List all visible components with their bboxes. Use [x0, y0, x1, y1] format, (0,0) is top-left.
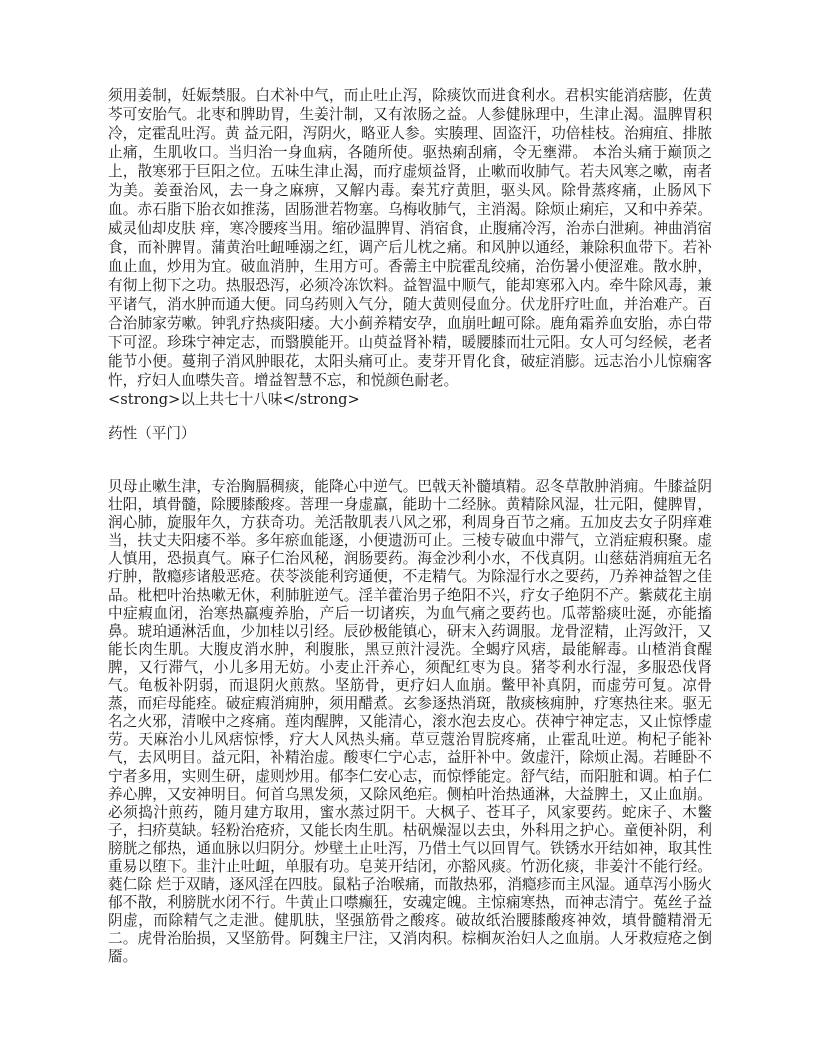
paragraph-herbal-properties-part-1: 须用姜制，妊娠禁服。白术补中气，而止吐止泻，除痰饮而进食利水。君枳实能消痞膨，佐黄芩可安胎气。北枣和脾助胃，生姜汁制，又有浓肠之益。人参健脉理中，生津止渴。温脾胃积冷，定霍乱吐泻。黄 益元阳，泻阴火，略亚人参。实腠理、固盗汗，功倍桂枝。治痈疽、排脓止痛，生肌收口。当归治一身血病，各随所使。驱热痢刮痛，令无壅滞。 本治头痛于巅顶之上，散寒邪于巨阳之位。五味生津止渴，而疗虚烦益肾，止嗽而收肺气。若夫风寒之嗽，南者为美。姜蚕治风，去一身之麻痹，又解内毒。秦艽疗黄胆，驱头风。除骨蒸疼痛，止肠风下血。赤石脂下胎衣如推荡，固肠泄若物塞。乌梅收肺气，主消渴。除烦止痢疟，又和中养荣。威灵仙却皮肤 痒，寒冷腰疼当用。缩砂温脾胃、消宿食，止腹痛冷泻，治赤白泄痢。神曲消宿食，而补脾胃。蒲黄治吐衄唾溺之红，调产后儿枕之痛。和风肿以通经，兼除积血带下。若补血止血，炒用为宜。破血消肿，生用方可。香薷主中脘霍乱绞痛，治伤暑小便涩难。散水肿，有彻上彻下之功。热服恐泻，必须冷冻饮料。益智温中顺气，能却寒邪入内。牵牛除风毒，兼平诸气，消水肿而通大便。同乌药则入气分，随大黄则侵血分。伏龙肝疗吐血，并治难产。百合治肺家劳嗽。钟乳疗热痰阳痿。大小蓟养精安孕，血崩吐衄可除。鹿角霜养血安胎，赤白带下可涩。珍珠宁神定志，而翳膜能开。山萸益肾补精，暖腰膝而壮元阳。女人可匀经候，老者能节小便。蔓荆子消风肿眼花，太阳头痛可止。麦芽开胃化食，破症消膨。远志治小儿惊痫客忤，疗妇人血噤失音。增益智慧不忘，和悦颜色耐老。	[108, 87, 712, 389]
paragraph-herbal-properties-ping-men: 贝母止嗽生津，专治胸膈稠痰，能降心中逆气。巴戟天补髓填精。忍冬草散肿消痈。牛膝益阴壮阳，填骨髓，除腰膝酸疼。菩理一身虚羸，能助十二经脉。黄精除风湿，壮元阳，健脾胃，润心肺，旋服年久，方获奇功。羌活散肌表八风之邪，利周身百节之痛。五加皮去女子阴痒难当，扶丈夫阳痿不举。多年瘀血能逐，小便遗沥可止。三棱专破血中滞气，立消症瘕积聚。虚人慎用，恐损真气。麻子仁治风秘，润肠要药。海金沙利小水，不伐真阴。山慈菇消痈疽无名疔肿，散瘾疹诸般恶疮。茯苓淡能利窍通便，不走精气。为除湿行水之要药，乃养神益智之佳品。枇杷叶治热嗽无休，利肺脏逆气。淫羊藿治男子绝阳不兴，疗女子绝阴不产。紫葳花主崩中症瘕血闭，治寒热羸瘦养胎，产后一切诸疾，为血气痛之要药也。瓜蒂豁痰吐涎，亦能搐鼻。琥珀通淋活血，少加桂以引经。辰砂极能镇心，研末入药调服。龙骨涩精，止泻敛汗，又能长肉生肌。大腹皮消水肿，利腹胀，黑豆煎汁浸洗。全蝎疗风痞，最能解毒。山楂消食醒脾，又行滞气，小儿多用无妨。小麦止汗养心，须配红枣为良。猪苓利水行湿，多服恐伐肾气。龟板补阴弱，而退阴火煎熬。坚筋骨，更疗妇人血崩。鳖甲补真阴，而虚劳可复。凉骨蒸，而疟母能痊。破症瘕消痈肿，须用醋煮。玄参逐热消斑，散痰核痈肿，疗寒热往来。驱无名之火邪，清喉中之疼痛。莲肉醒脾，又能清心，滚水泡去皮心。茯神宁神定志，又止惊悸虚劳。天麻治小儿风痞惊悸，疗大人风热头痛。草豆蔻治胃脘疼痛，止霍乱吐逆。枸杞子能补气，去风明目。益元阳，补精治虚。酸枣仁宁心志，益肝补中。敛虚汗，除烦止渴。若睡卧不宁者多用，实则生研，虚则炒用。郁李仁安心志，而惊悸能定。舒气结，而阳脏和调。柏子仁养心脾，又安神明目。何首乌黑发须，又除风绝疟。侧柏叶治热通淋，大益脾土，又止血崩。必须捣汁煎药，随月建方取用，蜜水蒸过阴干。大枫子、苍耳子，风家要药。蛇床子、木鳖子，扫疥莫缺。轻粉治疮疥，又能长肉生肌。枯矾燥湿以去虫，外科用之护心。童便补阴，利膀胱之郁热，通血脉以归阴分。炒壁土止吐泻，乃借土气以回胃气。铁锈水开结如神，取其性重易以堕下。韭汁止吐衄，单服有功。皂荚开结闭，亦豁风痰。竹沥化痰，非姜汁不能行经。蕤仁除 烂于双睛，逐风淫在四肢。鼠粘子治喉痛，而散热邪，消瘾疹而主风湿。通草泻小肠火郁不散，利膀胱水闭不行。牛黄止口噤癫狂，安魂定魄。主惊痫寒热，而神志清宁。菟丝子益阴虚，而除精气之走泄。健肌肤，坚强筋骨之酸疼。破故纸治腰膝酸疼神效，填骨髓精滑无二。虎骨治胎损，又坚筋骨。阿魏主尸注，又消肉积。棕榈灰治妇人之血崩。人牙救痘疮之倒靥。	[108, 478, 712, 966]
section-heading-ping-men: 药性（平门）	[108, 425, 196, 442]
closing-line-seventy-eight-herbs: <strong>以上共七十八味</strong>	[108, 391, 360, 408]
